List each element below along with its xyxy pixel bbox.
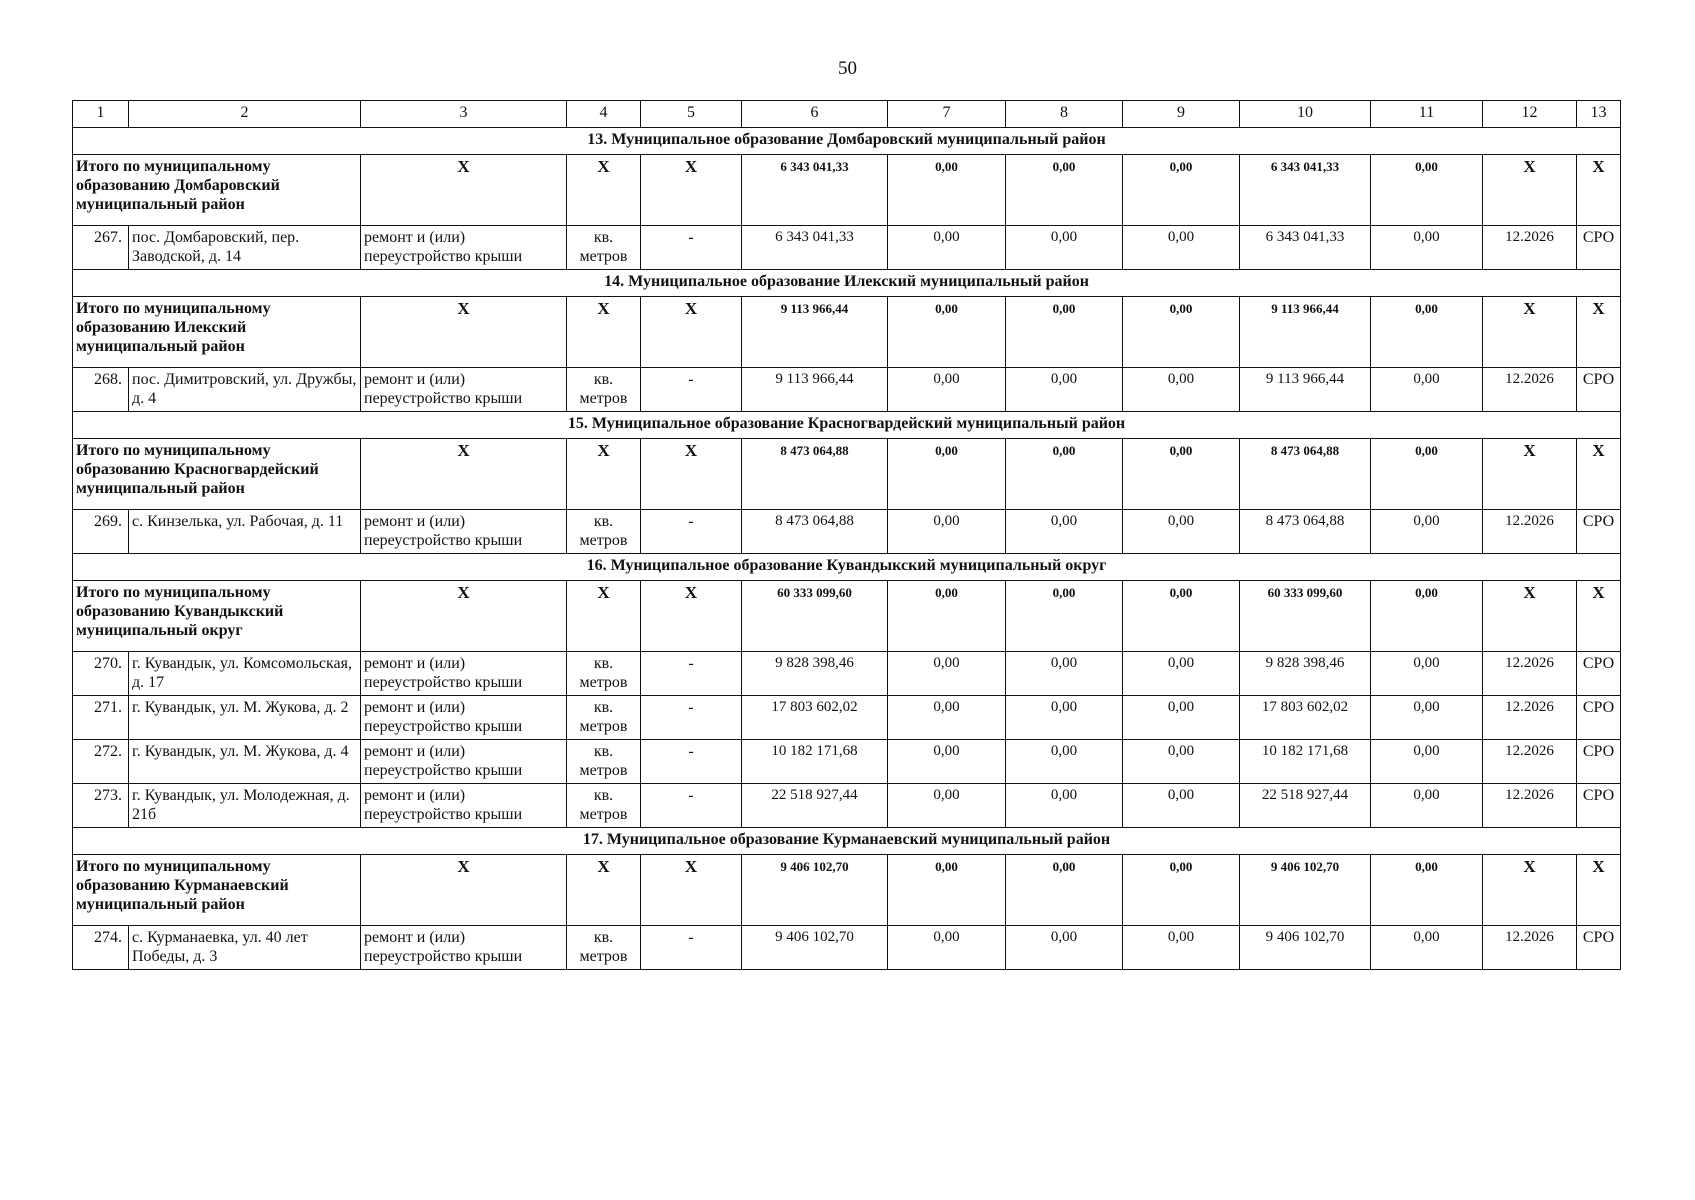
deadline-cell: 12.2026	[1483, 368, 1577, 412]
table-row	[73, 784, 1621, 828]
table-cell: 0,00	[1006, 652, 1123, 696]
executor-cell: СРО	[1577, 226, 1621, 270]
table-cell: 8 473 064,88	[1240, 510, 1371, 554]
unit-cell: кв. метров	[567, 740, 641, 784]
table-cell: 0,00	[1123, 226, 1240, 270]
total-row	[73, 439, 1621, 510]
table-cell: 0,00	[1123, 652, 1240, 696]
section-title-row	[73, 270, 1621, 297]
total-cell: X	[361, 155, 567, 226]
total-cell: 0,00	[1371, 439, 1483, 510]
table-cell: 0,00	[1123, 740, 1240, 784]
cost-cell: 10 182 171,68	[742, 740, 888, 784]
total-cell: X	[1577, 581, 1621, 652]
table-cell: 0,00	[1006, 696, 1123, 740]
page-number: 50	[838, 58, 857, 79]
work-type-cell: ремонт и (или) переустройство крыши	[361, 226, 567, 270]
total-label: Итого по муниципальному образованию Кувандыкский муниципальный округ	[73, 581, 361, 652]
table-cell: 0,00	[1123, 696, 1240, 740]
address-cell: с. Кинзелька, ул. Рабочая, д. 11	[129, 510, 361, 554]
section-title: 14. Муниципальное образование Илекский муниципальный район	[73, 270, 1621, 297]
total-row	[73, 297, 1621, 368]
section-title: 13. Муниципальное образование Домбаровский муниципальный район	[73, 128, 1621, 155]
row-number: 267.	[73, 226, 129, 270]
table-cell: -	[641, 368, 742, 412]
deadline-cell: 12.2026	[1483, 652, 1577, 696]
total-cell: X	[641, 581, 742, 652]
total-cell: X	[1577, 855, 1621, 926]
deadline-cell: 12.2026	[1483, 226, 1577, 270]
total-cell: X	[1483, 855, 1577, 926]
column-header: 8	[1006, 101, 1123, 128]
total-cell: 0,00	[888, 439, 1006, 510]
total-cell: 0,00	[1371, 155, 1483, 226]
total-label: Итого по муниципальному образованию Илекский муниципальный район	[73, 297, 361, 368]
total-cost: 8 473 064,88	[742, 439, 888, 510]
total-cell: X	[1483, 581, 1577, 652]
table-cell: 22 518 927,44	[1240, 784, 1371, 828]
table-cell: 0,00	[888, 784, 1006, 828]
total-cell: X	[567, 439, 641, 510]
cost-cell: 17 803 602,02	[742, 696, 888, 740]
cost-cell: 9 406 102,70	[742, 926, 888, 970]
table-cell: -	[641, 652, 742, 696]
total-cell: 0,00	[1371, 297, 1483, 368]
total-cell: X	[1483, 155, 1577, 226]
total-cell: 60 333 099,60	[1240, 581, 1371, 652]
column-header: 5	[641, 101, 742, 128]
table-cell: -	[641, 926, 742, 970]
column-number-row	[73, 101, 1621, 128]
table-row	[73, 652, 1621, 696]
total-cell: 0,00	[1006, 581, 1123, 652]
total-cost: 6 343 041,33	[742, 155, 888, 226]
total-cell: 9 406 102,70	[1240, 855, 1371, 926]
table-row	[73, 696, 1621, 740]
table-cell: 0,00	[1371, 784, 1483, 828]
total-cell: X	[361, 855, 567, 926]
cost-cell: 9 828 398,46	[742, 652, 888, 696]
unit-cell: кв. метров	[567, 652, 641, 696]
column-header: 1	[73, 101, 129, 128]
total-cost: 60 333 099,60	[742, 581, 888, 652]
total-cell: 0,00	[888, 581, 1006, 652]
table-cell: 0,00	[1123, 368, 1240, 412]
total-cell: X	[1483, 297, 1577, 368]
table-cell: 0,00	[1371, 226, 1483, 270]
executor-cell: СРО	[1577, 696, 1621, 740]
repair-program-table	[72, 100, 1621, 970]
deadline-cell: 12.2026	[1483, 510, 1577, 554]
deadline-cell: 12.2026	[1483, 784, 1577, 828]
address-cell: г. Кувандык, ул. М. Жукова, д. 4	[129, 740, 361, 784]
table-cell: 9 406 102,70	[1240, 926, 1371, 970]
table-row	[73, 226, 1621, 270]
table-cell: 17 803 602,02	[1240, 696, 1371, 740]
column-header: 4	[567, 101, 641, 128]
table-cell: 6 343 041,33	[1240, 226, 1371, 270]
work-type-cell: ремонт и (или) переустройство крыши	[361, 510, 567, 554]
total-cell: 0,00	[1123, 581, 1240, 652]
unit-cell: кв. метров	[567, 226, 641, 270]
table-cell: 0,00	[888, 652, 1006, 696]
work-type-cell: ремонт и (или) переустройство крыши	[361, 926, 567, 970]
unit-cell: кв. метров	[567, 510, 641, 554]
table-cell: 0,00	[888, 368, 1006, 412]
work-type-cell: ремонт и (или) переустройство крыши	[361, 652, 567, 696]
total-cell: 0,00	[888, 855, 1006, 926]
executor-cell: СРО	[1577, 510, 1621, 554]
table-cell: 0,00	[1006, 226, 1123, 270]
table-row	[73, 740, 1621, 784]
table-cell: 10 182 171,68	[1240, 740, 1371, 784]
unit-cell: кв. метров	[567, 926, 641, 970]
table-cell: 0,00	[888, 740, 1006, 784]
total-cell: 0,00	[1006, 297, 1123, 368]
address-cell: г. Кувандык, ул. Молодежная, д. 21б	[129, 784, 361, 828]
address-cell: пос. Димитровский, ул. Дружбы, д. 4	[129, 368, 361, 412]
table-cell: 0,00	[1006, 368, 1123, 412]
table-cell: 0,00	[888, 926, 1006, 970]
work-type-cell: ремонт и (или) переустройство крыши	[361, 696, 567, 740]
column-header: 2	[129, 101, 361, 128]
table-row	[73, 926, 1621, 970]
column-header: 7	[888, 101, 1006, 128]
table-cell: 0,00	[888, 226, 1006, 270]
address-cell: пос. Домбаровский, пер. Заводской, д. 14	[129, 226, 361, 270]
cost-cell: 9 113 966,44	[742, 368, 888, 412]
total-cell: X	[361, 297, 567, 368]
table-cell: -	[641, 696, 742, 740]
address-cell: г. Кувандык, ул. М. Жукова, д. 2	[129, 696, 361, 740]
table-cell: 0,00	[888, 696, 1006, 740]
total-cell: 0,00	[1123, 297, 1240, 368]
column-header: 13	[1577, 101, 1621, 128]
total-row	[73, 855, 1621, 926]
total-cell: X	[641, 439, 742, 510]
total-cell: X	[361, 439, 567, 510]
cost-cell: 8 473 064,88	[742, 510, 888, 554]
table-cell: -	[641, 510, 742, 554]
total-cell: X	[567, 297, 641, 368]
cost-cell: 22 518 927,44	[742, 784, 888, 828]
total-cell: 0,00	[888, 297, 1006, 368]
section-title: 16. Муниципальное образование Кувандыкский муниципальный округ	[73, 554, 1621, 581]
table-cell: 0,00	[1371, 510, 1483, 554]
total-cell: 8 473 064,88	[1240, 439, 1371, 510]
table-cell: 0,00	[1006, 510, 1123, 554]
total-cell: 0,00	[1006, 155, 1123, 226]
cost-cell: 6 343 041,33	[742, 226, 888, 270]
deadline-cell: 12.2026	[1483, 696, 1577, 740]
table-cell: -	[641, 740, 742, 784]
column-header: 3	[361, 101, 567, 128]
column-header: 6	[742, 101, 888, 128]
row-number: 269.	[73, 510, 129, 554]
unit-cell: кв. метров	[567, 696, 641, 740]
total-label: Итого по муниципальному образованию Домбаровский муниципальный район	[73, 155, 361, 226]
row-number: 271.	[73, 696, 129, 740]
executor-cell: СРО	[1577, 784, 1621, 828]
total-cell: 9 113 966,44	[1240, 297, 1371, 368]
total-cell: 0,00	[888, 155, 1006, 226]
work-type-cell: ремонт и (или) переустройство крыши	[361, 740, 567, 784]
deadline-cell: 12.2026	[1483, 740, 1577, 784]
table-cell: 0,00	[1123, 784, 1240, 828]
total-cell: X	[1577, 439, 1621, 510]
executor-cell: СРО	[1577, 652, 1621, 696]
total-cost: 9 406 102,70	[742, 855, 888, 926]
column-header: 12	[1483, 101, 1577, 128]
table-cell: 0,00	[1006, 926, 1123, 970]
total-cell: 6 343 041,33	[1240, 155, 1371, 226]
table-body	[73, 101, 1621, 970]
table-cell: 9 113 966,44	[1240, 368, 1371, 412]
total-cost: 9 113 966,44	[742, 297, 888, 368]
unit-cell: кв. метров	[567, 784, 641, 828]
address-cell: г. Кувандык, ул. Комсомольская, д. 17	[129, 652, 361, 696]
executor-cell: СРО	[1577, 368, 1621, 412]
address-cell: с. Курманаевка, ул. 40 лет Победы, д. 3	[129, 926, 361, 970]
total-cell: X	[361, 581, 567, 652]
table-cell: -	[641, 784, 742, 828]
row-number: 273.	[73, 784, 129, 828]
table-cell: 0,00	[1123, 926, 1240, 970]
total-cell: 0,00	[1123, 855, 1240, 926]
total-cell: X	[567, 581, 641, 652]
total-label: Итого по муниципальному образованию Красногвардейский муниципальный район	[73, 439, 361, 510]
table-cell: 0,00	[1371, 652, 1483, 696]
section-title-row	[73, 128, 1621, 155]
table-cell: 0,00	[1371, 696, 1483, 740]
table-cell: 0,00	[1371, 740, 1483, 784]
total-cell: 0,00	[1006, 855, 1123, 926]
executor-cell: СРО	[1577, 740, 1621, 784]
column-header: 11	[1371, 101, 1483, 128]
table-row	[73, 510, 1621, 554]
table-cell: 0,00	[1006, 740, 1123, 784]
table-cell: 9 828 398,46	[1240, 652, 1371, 696]
column-header: 10	[1240, 101, 1371, 128]
section-title-row	[73, 828, 1621, 855]
row-number: 268.	[73, 368, 129, 412]
executor-cell: СРО	[1577, 926, 1621, 970]
row-number: 274.	[73, 926, 129, 970]
work-type-cell: ремонт и (или) переустройство крыши	[361, 368, 567, 412]
total-cell: X	[567, 855, 641, 926]
total-cell: X	[1483, 439, 1577, 510]
section-title-row	[73, 412, 1621, 439]
total-cell: 0,00	[1371, 855, 1483, 926]
total-cell: 0,00	[1006, 439, 1123, 510]
work-type-cell: ремонт и (или) переустройство крыши	[361, 784, 567, 828]
table-cell: 0,00	[1371, 368, 1483, 412]
table-cell: 0,00	[888, 510, 1006, 554]
section-title: 15. Муниципальное образование Красногвардейский муниципальный район	[73, 412, 1621, 439]
total-cell: X	[641, 297, 742, 368]
table-cell: 0,00	[1006, 784, 1123, 828]
table-row	[73, 368, 1621, 412]
total-cell: X	[641, 855, 742, 926]
row-number: 270.	[73, 652, 129, 696]
total-row	[73, 155, 1621, 226]
section-title: 17. Муниципальное образование Курманаевский муниципальный район	[73, 828, 1621, 855]
table-cell: 0,00	[1371, 926, 1483, 970]
deadline-cell: 12.2026	[1483, 926, 1577, 970]
total-cell: X	[567, 155, 641, 226]
column-header: 9	[1123, 101, 1240, 128]
section-title-row	[73, 554, 1621, 581]
total-cell: 0,00	[1123, 155, 1240, 226]
total-cell: 0,00	[1123, 439, 1240, 510]
total-cell: X	[1577, 155, 1621, 226]
total-label: Итого по муниципальному образованию Курманаевский муниципальный район	[73, 855, 361, 926]
total-cell: X	[1577, 297, 1621, 368]
total-cell: X	[641, 155, 742, 226]
table-cell: -	[641, 226, 742, 270]
total-row	[73, 581, 1621, 652]
row-number: 272.	[73, 740, 129, 784]
total-cell: 0,00	[1371, 581, 1483, 652]
unit-cell: кв. метров	[567, 368, 641, 412]
table-cell: 0,00	[1123, 510, 1240, 554]
